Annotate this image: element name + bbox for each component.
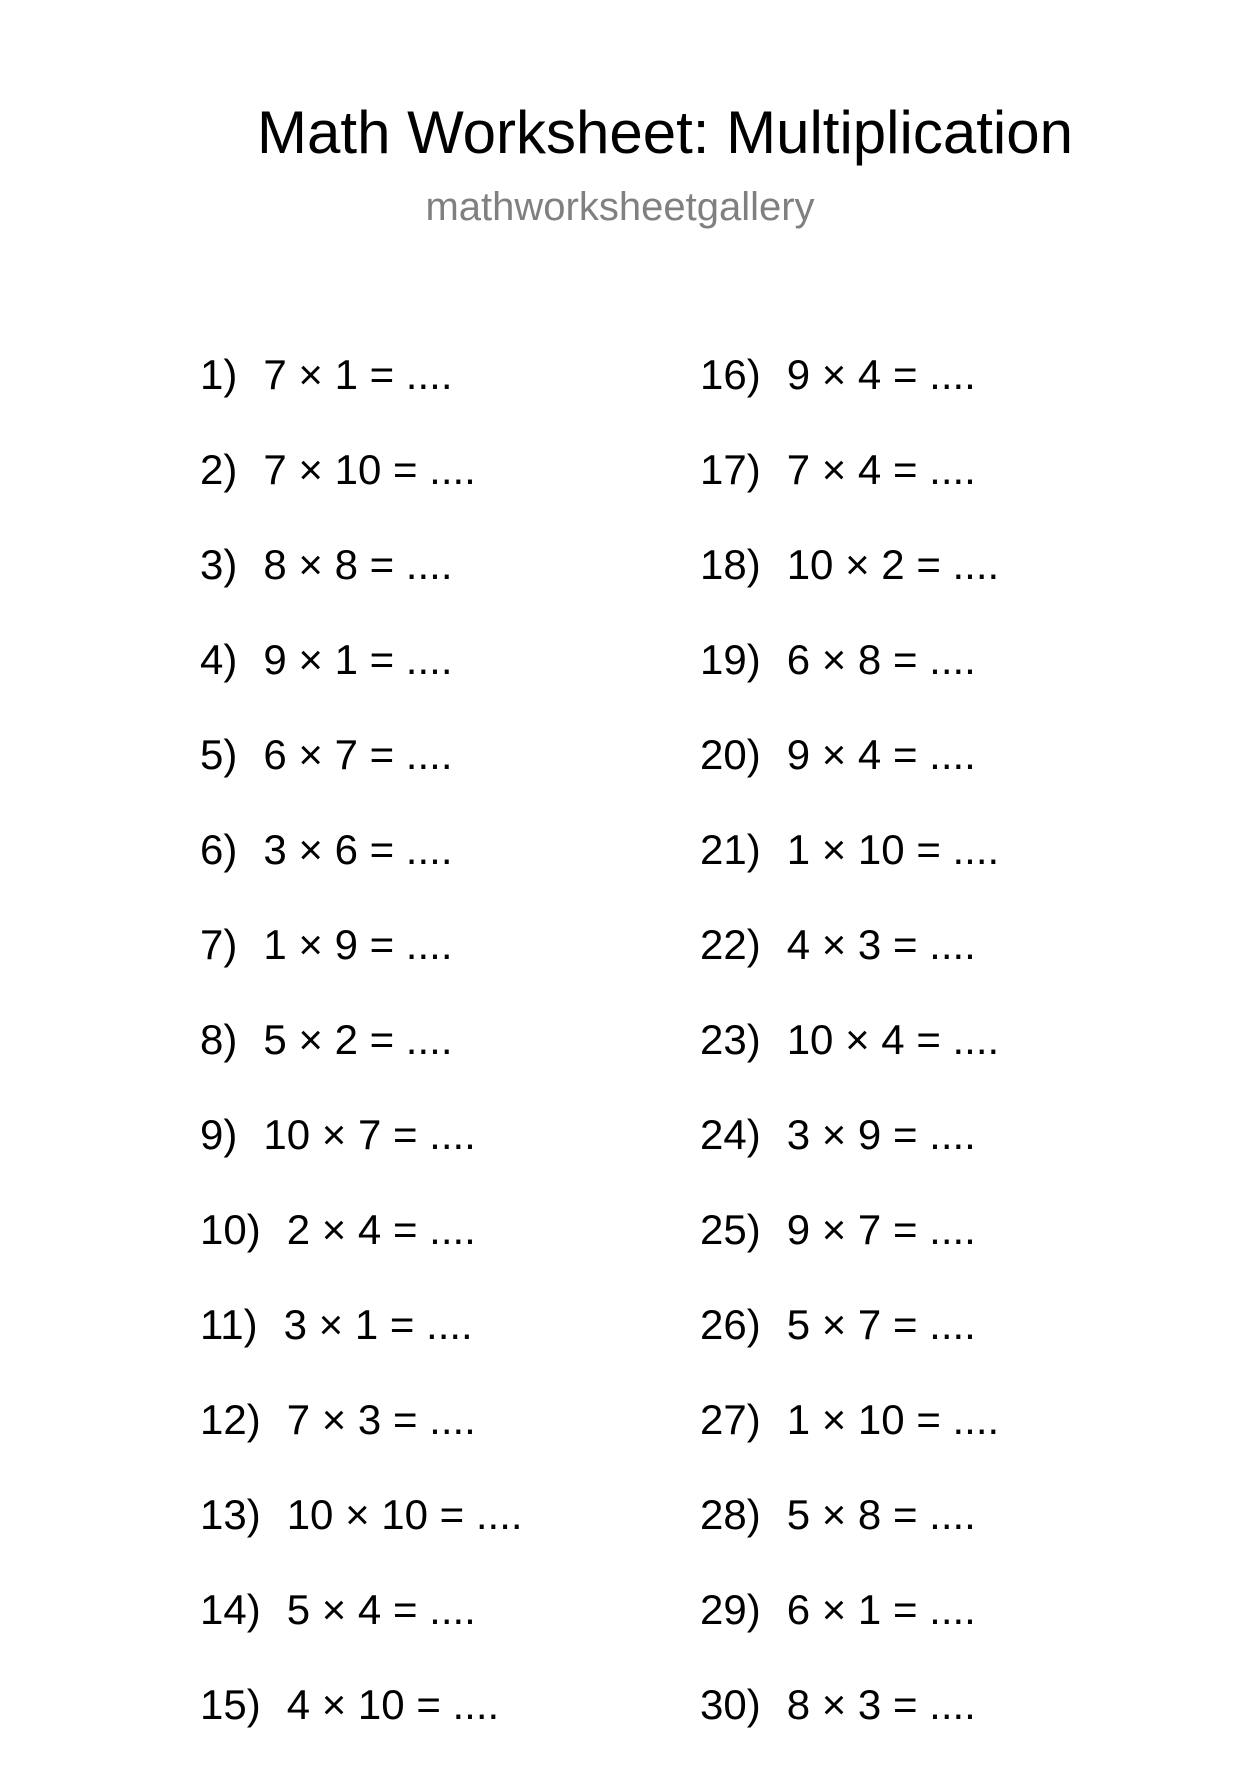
problem-item [700, 1680, 1180, 1775]
problem-number: 12) [200, 1396, 261, 1443]
problem-number: 16) [700, 351, 761, 398]
problem-expression: 9 × 4 = .... [786, 731, 976, 778]
problem-item [200, 350, 680, 445]
problem-expression: 9 × 4 = .... [786, 351, 976, 398]
problem-expression: 5 × 8 = .... [786, 1491, 976, 1538]
problem-expression: 8 × 3 = .... [786, 1681, 976, 1728]
problem-item [700, 920, 1180, 1015]
problem-item [700, 635, 1180, 730]
problem-item [700, 1300, 1180, 1395]
problem-number: 25) [700, 1206, 761, 1253]
problem-number: 23) [700, 1016, 761, 1063]
problem-item [700, 825, 1180, 920]
problem-number: 27) [700, 1396, 761, 1443]
problem-number: 30) [700, 1681, 761, 1728]
problem-number: 8) [200, 1016, 238, 1063]
problem-number: 26) [700, 1301, 761, 1348]
problem-number: 22) [700, 921, 761, 968]
problem-item [200, 730, 680, 825]
problem-expression: 1 × 10 = .... [786, 826, 1000, 873]
problem-number: 7) [200, 921, 238, 968]
problem-number: 29) [700, 1586, 761, 1633]
problem-expression: 10 × 2 = .... [786, 541, 1000, 588]
problem-number: 9) [200, 1111, 238, 1158]
problem-expression: 8 × 8 = .... [263, 541, 453, 588]
problem-column-left [200, 350, 680, 1775]
problem-item [700, 1395, 1180, 1490]
problem-expression: 10 × 7 = .... [263, 1111, 476, 1158]
problem-item [700, 1015, 1180, 1110]
problem-expression: 7 × 3 = .... [286, 1396, 476, 1443]
problem-item [200, 1490, 680, 1585]
problem-expression: 10 × 10 = .... [286, 1491, 523, 1538]
problem-expression: 3 × 6 = .... [263, 826, 453, 873]
problem-expression: 9 × 7 = .... [786, 1206, 976, 1253]
problem-item [700, 350, 1180, 445]
problem-number: 5) [200, 731, 238, 778]
problem-item [200, 635, 680, 730]
problem-expression: 5 × 2 = .... [263, 1016, 453, 1063]
problem-expression: 7 × 1 = .... [263, 351, 453, 398]
problem-number: 15) [200, 1681, 261, 1728]
problem-item [200, 540, 680, 635]
problem-item [200, 1300, 680, 1395]
worksheet-subtitle: mathworksheetgallery [425, 185, 815, 229]
problem-number: 6) [200, 826, 238, 873]
problem-expression: 2 × 4 = .... [286, 1206, 476, 1253]
problem-number: 3) [200, 541, 238, 588]
problem-expression: 4 × 10 = .... [286, 1681, 500, 1728]
problem-item [200, 1395, 680, 1490]
problem-number: 2) [200, 446, 238, 493]
problem-expression: 1 × 10 = .... [786, 1396, 1000, 1443]
problem-number: 1) [200, 351, 238, 398]
problem-item [200, 445, 680, 540]
problem-number: 4) [200, 636, 238, 683]
problem-number: 14) [200, 1586, 261, 1633]
problem-expression: 1 × 9 = .... [263, 921, 453, 968]
problem-item [700, 540, 1180, 635]
problem-number: 24) [700, 1111, 761, 1158]
problem-expression: 7 × 10 = .... [263, 446, 476, 493]
problem-expression: 6 × 7 = .... [263, 731, 453, 778]
problem-item [200, 825, 680, 920]
problem-item [200, 1585, 680, 1680]
problem-item [700, 1110, 1180, 1205]
problem-expression: 7 × 4 = .... [786, 446, 976, 493]
problem-number: 19) [700, 636, 761, 683]
problem-item [700, 1585, 1180, 1680]
problem-number: 20) [700, 731, 761, 778]
problem-item [200, 920, 680, 1015]
problem-item [700, 1205, 1180, 1300]
problem-number: 18) [700, 541, 761, 588]
problem-expression: 5 × 7 = .... [786, 1301, 976, 1348]
problem-item [200, 1110, 680, 1205]
worksheet-title: Math Worksheet: Multiplication [257, 99, 1073, 166]
problem-item [700, 730, 1180, 825]
problem-item [200, 1680, 680, 1775]
problem-item [200, 1205, 680, 1300]
problem-expression: 9 × 1 = .... [263, 636, 453, 683]
problem-expression: 6 × 1 = .... [786, 1586, 976, 1633]
problem-expression: 6 × 8 = .... [786, 636, 976, 683]
problem-number: 13) [200, 1491, 261, 1538]
problem-expression: 5 × 4 = .... [286, 1586, 476, 1633]
problem-item [700, 445, 1180, 540]
problem-number: 10) [200, 1206, 261, 1253]
problem-expression: 3 × 1 = .... [283, 1301, 473, 1348]
problem-item [200, 1015, 680, 1110]
problem-expression: 4 × 3 = .... [786, 921, 976, 968]
problem-number: 11) [200, 1301, 258, 1348]
problem-column-right [700, 350, 1180, 1775]
problem-item [700, 1490, 1180, 1585]
problem-expression: 10 × 4 = .... [786, 1016, 1000, 1063]
problem-number: 17) [700, 446, 761, 493]
problem-number: 28) [700, 1491, 761, 1538]
problem-expression: 3 × 9 = .... [786, 1111, 976, 1158]
problem-number: 21) [700, 826, 761, 873]
